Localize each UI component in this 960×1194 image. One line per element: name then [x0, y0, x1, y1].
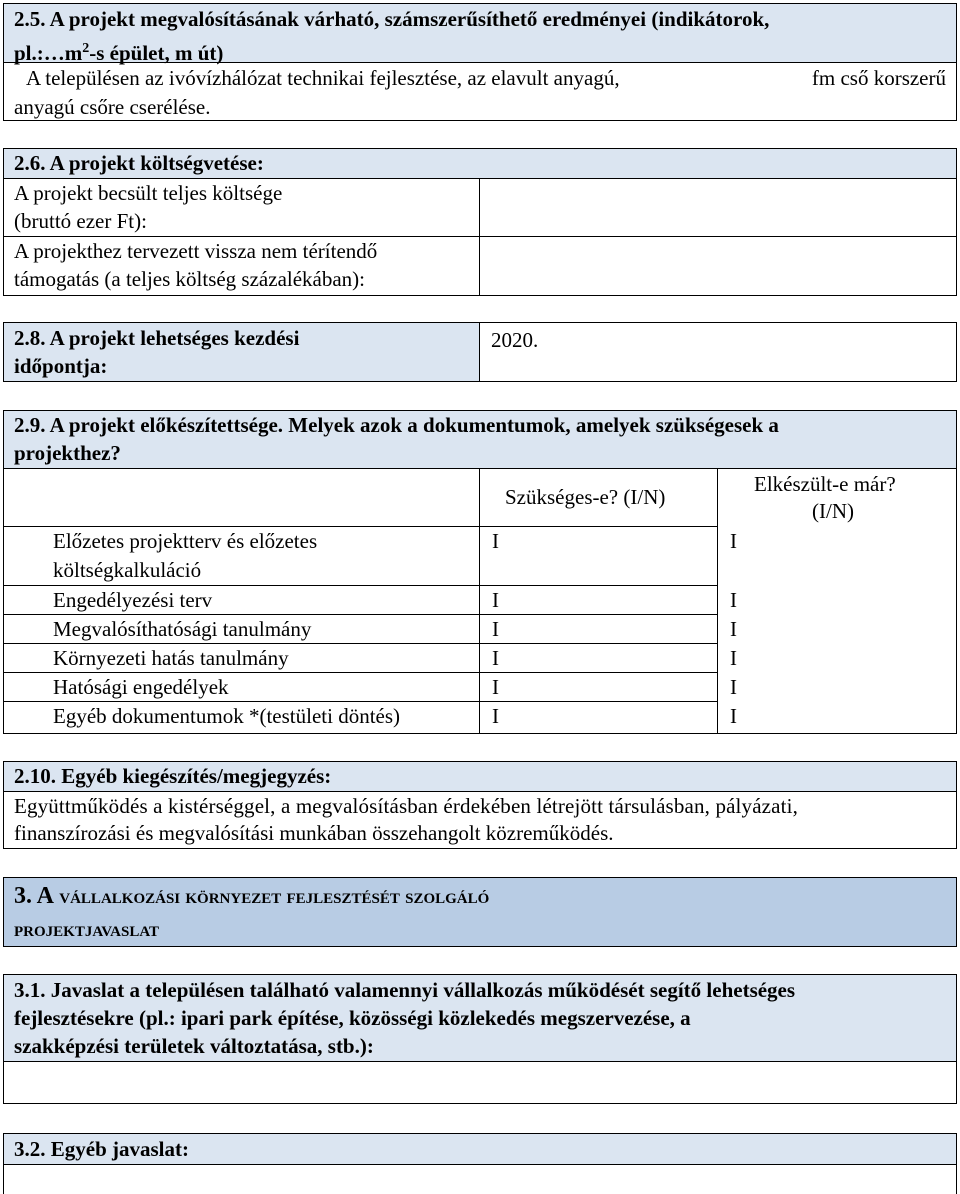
- section-3-title-line1: 3. A vállalkozási környezet fejlesztését szolgáló: [14, 883, 490, 909]
- table-row-done: I: [730, 617, 737, 641]
- section-2-6: [3, 148, 957, 296]
- section-2-10-body-line1: Együttműködés a kistérséggel, a megvalósításban érdekében létrejött társulásban, pályázati,: [14, 794, 798, 818]
- table-row-done: I: [730, 588, 737, 612]
- budget-support-label-line1: A projekthez tervezett vissza nem térítendő: [14, 239, 378, 263]
- section-3-1-title-line3: szakképzési területek változtatása, stb.):: [14, 1034, 374, 1058]
- col-header-done-line2: (I/N): [812, 499, 854, 523]
- section-2-5-body-line1: A településen az ivóvízhálózat technikai fejlesztése, az elavult anyagú,: [26, 66, 620, 90]
- section-2-6-title: 2.6. A projekt költségvetése:: [14, 151, 264, 175]
- budget-support-label-line2: támogatás (a teljes költség százalékában):: [14, 267, 366, 291]
- section-2-8: [3, 322, 957, 382]
- table-row-name-cont: költségkalkuláció: [53, 558, 202, 582]
- section-3-2-title: 3.2. Egyéb javaslat:: [14, 1137, 189, 1161]
- table-row-name: Egyéb dokumentumok *(testületi döntés): [53, 704, 401, 728]
- section-2-9-title-line1: 2.9. A projekt előkészítettsége. Melyek azok a dokumentumok, amelyek szükségesek a: [14, 413, 779, 437]
- table-row-needed: I: [492, 617, 499, 641]
- table-row-name: Megvalósíthatósági tanulmány: [53, 617, 312, 641]
- col-header-done-line1: Elkészült-e már?: [754, 472, 896, 496]
- table-row-name: Engedélyezési terv: [53, 588, 213, 612]
- budget-total-label-line2: (bruttó ezer Ft):: [14, 209, 147, 233]
- table-row-needed: I: [492, 704, 499, 728]
- table-row-done: I: [730, 675, 737, 699]
- table-row-done: I: [730, 529, 737, 553]
- table-row-done: I: [730, 704, 737, 728]
- table-row-needed: I: [492, 646, 499, 670]
- start-date-label-line2: időpontja:: [14, 354, 108, 378]
- col-header-needed: Szükséges-e? (I/N): [505, 485, 666, 509]
- section-3-1: [3, 974, 957, 1104]
- section-2-5-body-line2: anyagú csőre cserélése.: [14, 95, 211, 119]
- table-row-needed: I: [492, 588, 499, 612]
- section-2-5-title-line1: 2.5. A projekt megvalósításának várható, számszerűsíthető eredményei (indikátorok,: [14, 7, 770, 31]
- table-row-name: Környezeti hatás tanulmány: [53, 646, 289, 670]
- section-2-9-title-line2: projekthez?: [14, 441, 121, 465]
- section-3-title-line2: projektjavaslat: [14, 917, 160, 941]
- section-3-1-title-line1: 3.1. Javaslat a településen található valamennyi vállalkozás működését segítő lehetséges: [14, 978, 796, 1002]
- section-3-heading: [3, 877, 957, 947]
- budget-total-label-line1: A projekt becsült teljes költsége: [14, 181, 283, 205]
- section-2-10-body-line2: finanszírozási és megvalósítási munkában összehangolt közreműködés.: [14, 821, 614, 845]
- table-row-name: Hatósági engedélyek: [53, 675, 229, 699]
- section-2-10-title: 2.10. Egyéb kiegészítés/megjegyzés:: [14, 764, 332, 788]
- section-2-10: [3, 761, 957, 849]
- section-2-5-body-line1-right: fm cső korszerű: [811, 66, 946, 90]
- table-row-needed: I: [492, 529, 499, 553]
- table-row-done: I: [730, 646, 737, 670]
- start-date-value: 2020.: [491, 328, 539, 352]
- table-row-name: Előzetes projektterv és előzetes: [53, 529, 318, 553]
- table-row-needed: I: [492, 675, 499, 699]
- start-date-label-line1: 2.8. A projekt lehetséges kezdési: [14, 326, 300, 350]
- section-3-2: [3, 1133, 957, 1194]
- section-2-5: [3, 3, 957, 121]
- section-2-5-title-line2: $pl.:\dots m^2-s$ épület, m út): [14, 41, 224, 65]
- section-3-1-title-line2: fejlesztésekre (pl.: ipari park építése, közösségi közlekedés megszervezése, a: [14, 1006, 691, 1030]
- section-2-9: [3, 410, 957, 734]
